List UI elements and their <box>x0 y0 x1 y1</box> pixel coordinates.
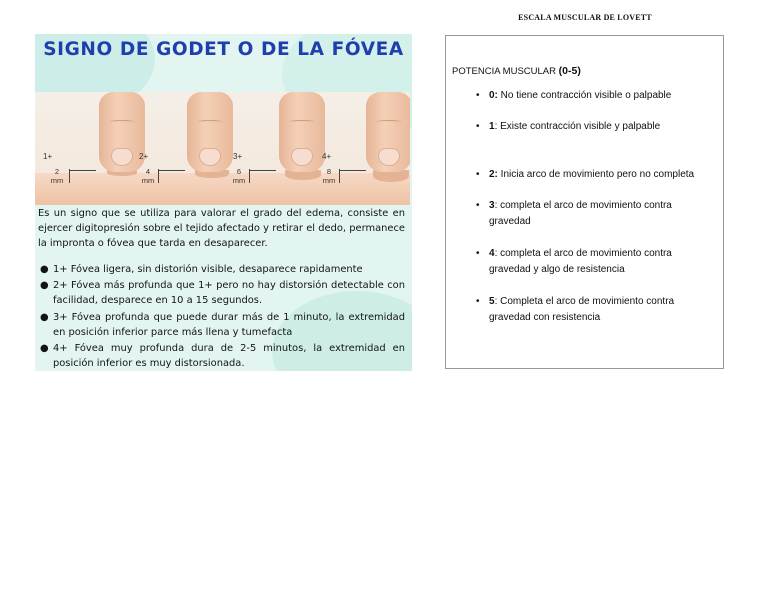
scale-item <box>476 119 716 135</box>
depth-tick <box>339 169 340 183</box>
scale-item-text: No tiene contracción visible o palpable <box>497 90 672 101</box>
bullet-icon: ● <box>40 311 49 323</box>
list-item <box>38 310 405 340</box>
scale-item-number: 3 <box>489 200 495 211</box>
grade-label: 3+ <box>233 152 243 161</box>
depth-value: 2 <box>54 167 60 176</box>
list-item <box>38 278 405 308</box>
finger-icon <box>279 92 325 172</box>
scale-item-number: 0: <box>489 90 498 101</box>
godet-infographic <box>35 34 412 371</box>
depth-marker <box>320 167 338 185</box>
bullet-icon: ● <box>40 264 49 275</box>
depth-unit: mm <box>322 176 336 185</box>
depth-value: 6 <box>236 167 242 176</box>
scale-title: ESCALA MUSCULAR DE LOVETT <box>518 13 652 22</box>
list-item-text: 3+ Fóvea profunda que puede durar más de 1 minuto, la extremidad en posición inferior parce más llena y tumefacta <box>53 311 405 338</box>
skin-surface <box>35 173 410 205</box>
scale-heading-label: POTENCIA MUSCULAR <box>452 66 556 77</box>
scale-item-text: Inicia arco de movimiento pero no completa <box>497 169 695 180</box>
scale-item-text: : Existe contracción visible y palpable <box>494 121 661 132</box>
list-item-text: 2+ Fóvea más profunda que 1+ pero no hay distorsión detectable con facilidad, desparece en 10 a 15 segundos. <box>53 280 405 307</box>
scale-item-text: : Completa el arco de movimiento contra gravedad con resistencia <box>489 296 675 323</box>
lovett-scale-box <box>445 35 724 369</box>
depth-unit: mm <box>141 176 155 185</box>
grade-label: 4+ <box>322 152 332 161</box>
list-item-text: 4+ Fóvea muy profunda dura de 2-5 minutos, la extremidad en posición inferior es muy distorsionada. <box>53 343 405 370</box>
godet-title: SIGNO DE GODET O DE LA FÓVEA <box>43 39 404 60</box>
scale-item-number: 1 <box>489 121 495 132</box>
bullet-icon: • <box>476 296 480 307</box>
godet-grade-list <box>38 262 405 371</box>
depth-line <box>70 170 96 171</box>
depth-line <box>250 170 276 171</box>
scale-item-number: 4 <box>489 248 495 259</box>
finger-icon <box>366 92 410 172</box>
bullet-icon: • <box>476 200 480 211</box>
finger-pressure-illustration <box>35 92 410 205</box>
depth-marker <box>48 167 66 185</box>
grade-label: 2+ <box>139 152 149 161</box>
scale-heading-range: (0-5) <box>558 65 581 77</box>
bullet-icon: ● <box>40 343 49 355</box>
scale-heading <box>452 65 581 77</box>
bullet-icon: • <box>476 90 480 101</box>
depth-value: 8 <box>326 167 332 176</box>
depth-tick <box>69 169 70 183</box>
list-item <box>38 262 405 277</box>
bullet-icon: • <box>476 121 480 132</box>
depth-unit: mm <box>232 176 246 185</box>
scale-item <box>476 88 716 104</box>
depth-marker <box>230 167 248 185</box>
bullet-icon: • <box>476 248 480 259</box>
scale-item-number: 5 <box>489 296 495 307</box>
scale-item <box>476 198 716 229</box>
depth-line <box>340 170 366 171</box>
depth-unit: mm <box>50 176 64 185</box>
grade-label: 1+ <box>43 152 53 161</box>
scale-item-number: 2: <box>489 169 498 180</box>
scale-item <box>476 294 716 325</box>
scale-item <box>476 246 716 277</box>
depth-line <box>159 170 185 171</box>
depth-tick <box>158 169 159 183</box>
list-item <box>38 341 405 371</box>
bullet-icon: ● <box>40 280 49 292</box>
bullet-icon: • <box>476 169 480 180</box>
depth-value: 4 <box>145 167 151 176</box>
godet-description: Es un signo que se utiliza para valorar el grado del edema, consiste en ejercer digitopresión sobre el tejido afectado y retirar el dedo, permanece la impronta o fóvea que tarda en desaparecer. <box>38 208 405 250</box>
scale-item-text: : completa el arco de movimiento contra gravedad <box>489 200 672 227</box>
list-item-text: 1+ Fóvea ligera, sin distorión visible, desaparece rapidamente <box>53 264 363 275</box>
depth-marker <box>139 167 157 185</box>
depth-tick <box>249 169 250 183</box>
finger-icon <box>187 92 233 172</box>
scale-item-text: : completa el arco de movimiento contra gravedad y algo de resistencia <box>489 248 672 275</box>
scale-item <box>476 167 716 183</box>
